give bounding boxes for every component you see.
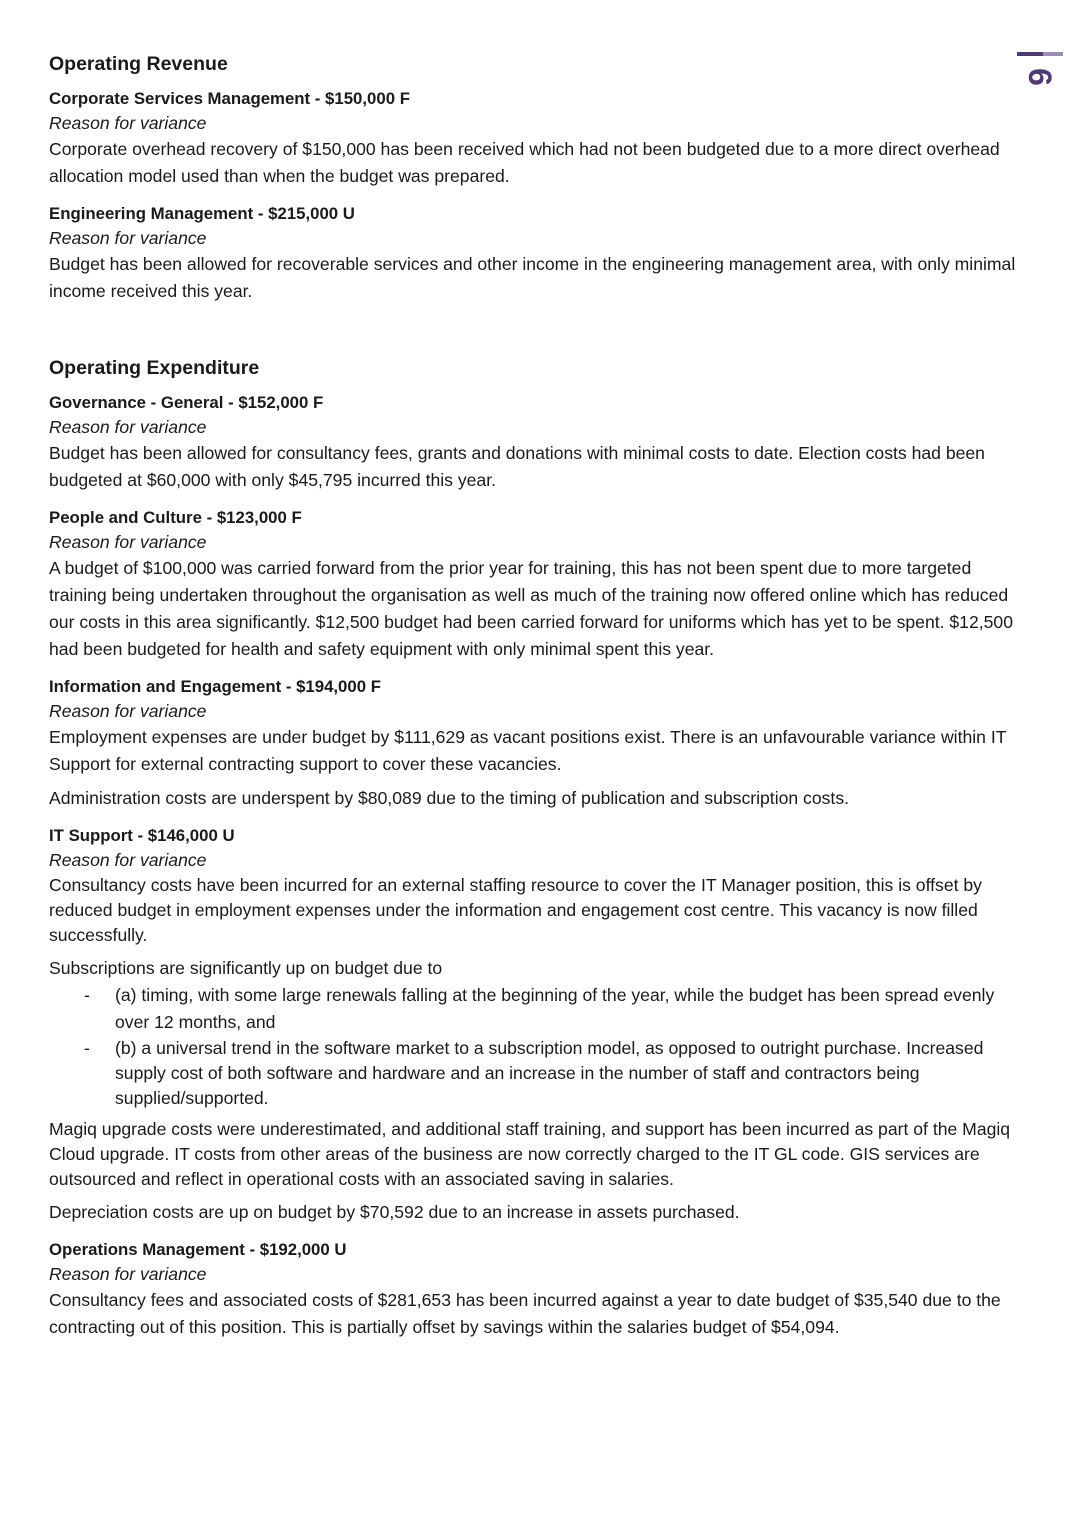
section-title-operating-revenue: Operating Revenue: [49, 53, 228, 75]
variance-paragraph: Consultancy costs have been incurred for an external staffing resource to cover the IT Manager position, this is offset by reduced budget in employment expenses under the information and engagement cost centre. This vacancy is now filled successfully.: [49, 875, 982, 945]
variance-heading: Corporate Services Management - $150,000 F: [49, 89, 410, 108]
reason-label: Reason for variance: [49, 113, 207, 133]
bullet-list: [49, 982, 1024, 1111]
variance-paragraph: Subscriptions are significantly up on budget due to: [49, 958, 443, 978]
reason-label: Reason for variance: [49, 417, 207, 437]
variance-heading: Engineering Management - $215,000 U: [49, 204, 355, 223]
variance-item-engineering-management: [49, 201, 1024, 305]
page-number: 6: [1022, 68, 1058, 86]
variance-item-information-and-engagement: [49, 674, 1024, 812]
section-spacer: [49, 316, 1024, 354]
variance-paragraph: Administration costs are underspent by $80,089 due to the timing of publication and subscription costs.: [49, 788, 850, 808]
variance-paragraph: Corporate overhead recovery of $150,000 has been received which had not been budgeted due to a more direct overhead allocation model used than when the budget was prepared.: [49, 139, 1000, 186]
bullet-item: - (a) timing, with some large renewals falling at the beginning of the year, while the budget has been spread evenly over 12 months, and: [49, 982, 1024, 1036]
variance-paragraph: A budget of $100,000 was carried forward from the prior year for training, this has not been spent due to more targeted training being undertaken throughout the organisation as well as much of the training now offered online which has reduced our costs in this area significantly. $12,500 budget had been carried forward for uniforms which has yet to be spent. $12,500 had been budgeted for health and safety equipment with only minimal spent this year.: [49, 558, 1013, 659]
variance-heading: IT Support - $146,000 U: [49, 826, 235, 845]
reason-label: Reason for variance: [49, 701, 207, 721]
reason-label: Reason for variance: [49, 850, 207, 870]
variance-item-people-and-culture: [49, 505, 1024, 663]
variance-item-governance-general: [49, 390, 1024, 494]
variance-item-it-support: [49, 823, 1024, 1226]
variance-paragraph: Consultancy fees and associated costs of $281,653 has been incurred against a year to date budget of $35,540 due to the contracting out of this position. This is partially offset by savings within the salaries budget of $54,094.: [49, 1290, 1001, 1337]
reason-label: Reason for variance: [49, 1264, 207, 1284]
bullet-item: - (b) a universal trend in the software market to a subscription model, as opposed to outright purchase. Increased supply cost of both software and hardware and an increase in the number of staff and contractors being supplied/supported.: [49, 1036, 1024, 1111]
variance-item-corporate-services: [49, 86, 1024, 190]
variance-paragraph: Budget has been allowed for consultancy fees, grants and donations with minimal costs to date. Election costs had been budgeted at $60,000 with only $45,795 incurred this year.: [49, 443, 985, 490]
variance-paragraph: Magiq upgrade costs were underestimated, and additional staff training, and support has been incurred as part of the Magiq Cloud upgrade. IT costs from other areas of the business are now correctly charged to the IT GL code. GIS services are outsourced and reflect in operational costs with an associated saving in salaries.: [49, 1119, 1011, 1189]
reason-label: Reason for variance: [49, 228, 207, 248]
variance-heading: People and Culture - $123,000 F: [49, 508, 302, 527]
variance-heading: Governance - General - $152,000 F: [49, 393, 324, 412]
variance-heading: Information and Engagement - $194,000 F: [49, 677, 381, 696]
variance-paragraph: Depreciation costs are up on budget by $70,592 due to an increase in assets purchased.: [49, 1202, 740, 1222]
variance-paragraph: Budget has been allowed for recoverable services and other income in the engineering management area, with only minimal income received this year.: [49, 254, 1016, 301]
variance-heading: Operations Management - $192,000 U: [49, 1240, 347, 1259]
document-body: [49, 50, 1024, 1352]
variance-item-operations-management: [49, 1237, 1024, 1341]
reason-label: Reason for variance: [49, 532, 207, 552]
variance-paragraph: Employment expenses are under budget by $111,629 as vacant positions exist. There is an unfavourable variance within IT Support for external contracting support to cover these vacancies.: [49, 727, 1007, 774]
section-title-operating-expenditure: Operating Expenditure: [49, 357, 260, 379]
